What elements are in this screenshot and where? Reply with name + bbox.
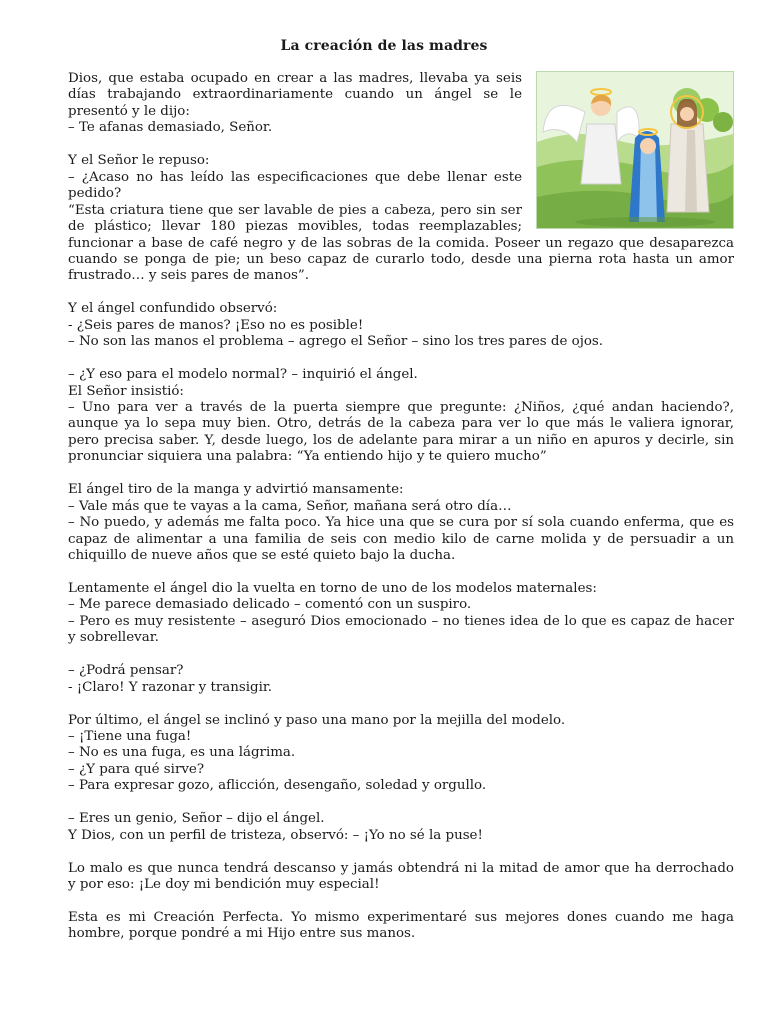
paragraph-line: “Esta criatura tiene que ser lavable de pies a cabeza, pero sin ser de plástico; llevar 180 piezas movibles, todas reemplazables; funcionar a base de café negro y de las sobras de la comida. Poseer un regazo que desaparezca cuando se ponga de pie; un beso capaz de curarlo todo, desde una pierna rota hasta un amor frustrado… y seis pares de manos”. [68, 202, 734, 284]
paragraph-line: – ¿Acaso no has leído las especificaciones que debe llenar este pedido? [68, 169, 522, 202]
paragraph-line: Y Dios, con un perfil de tristeza, observó: – ¡Yo no sé la puse! [68, 827, 483, 843]
document-title: La creación de las madres [280, 38, 488, 54]
paragraph-line: - ¿Seis pares de manos? ¡Eso no es posible! [68, 317, 364, 333]
paragraph-line: – ¿Y eso para el modelo normal? – inquirió el ángel. [68, 367, 418, 383]
paragraph-line: – Uno para ver a través de la puerta siempre que pregunte: ¿Niños, ¿qué andan haciendo?, aunque ya lo sepa muy bien. Otro, detrás de la cabeza para ver lo que más le valiera ignorar, pero precisa saber. Y, desde luego, los de adelante para mirar a un niño en apuros y decirle, sin pronunciar siquiera una palabra: “Ya entiendo hijo y te quiero mucho” [68, 400, 734, 465]
paragraph-line: – Eres un genio, Señor – dijo el ángel. [68, 811, 325, 827]
paragraph-line: – Me parece demasiado delicado – comentó con un suspiro. [68, 597, 472, 613]
paragraph-line: – ¿Y para qué sirve? [68, 761, 205, 777]
paragraph-line: – ¿Podrá pensar? [68, 663, 184, 679]
paragraph-line: – No puedo, y además me falta poco. Ya hice una que se cura por sí sola cuando enferma, que es capaz de alimentar a una familia de seis con medio kilo de carne molida y de persuadir a un chiquillo de nueve años que se esté quieto bajo la ducha. [68, 515, 734, 564]
paragraph-line: El Señor insistió: [68, 383, 184, 399]
paragraph-line: Dios, que estaba ocupado en crear a las madres, llevaba ya seis días trabajando extraordinariamente cuando un ángel se le presentó y le dijo: [68, 71, 522, 119]
paragraph-line: El ángel tiro de la manga y advirtió mansamente: [68, 482, 404, 498]
paragraph-line: Esta es mi Creación Perfecta. Yo mismo experimentaré sus mejores dones cuando me haga hombre, porque pondré a mi Hijo entre sus manos. [68, 909, 734, 942]
paragraph-line: – No son las manos el problema – agrego el Señor – sino los tres pares de ojos. [68, 334, 604, 350]
paragraph-line: – Vale más que te vayas a la cama, Señor, mañana será otro día… [68, 498, 512, 514]
paragraph-line: – No es una fuga, es una lágrima. [68, 745, 296, 761]
paragraph-line: Lentamente el ángel dio la vuelta en torno de uno de los modelos maternales: [68, 580, 597, 596]
paragraph-line: Lo malo es que nunca tendrá descanso y jamás obtendrá ni la mitad de amor que ha derrochado y por eso: ¡Le doy mi bendición muy especial! [68, 860, 734, 893]
paragraph-line: Por último, el ángel se inclinó y paso una mano por la mejilla del modelo. [68, 712, 566, 728]
paragraph-line: – Te afanas demasiado, Señor. [68, 120, 273, 136]
paragraph-line: – ¡Tiene una fuga! [68, 729, 192, 745]
paragraph-line: - ¡Claro! Y razonar y transigir. [68, 679, 273, 695]
document-body [68, 71, 734, 943]
paragraph-line: – Pero es muy resistente – aseguró Dios emocionado – no tienes idea de lo que es capaz de hacer y sobrellevar. [68, 613, 734, 646]
paragraph-line: Y el ángel confundido observó: [68, 301, 278, 317]
paragraph-line: Y el Señor le repuso: [68, 153, 210, 169]
paragraph-line: – Para expresar gozo, aflicción, desengaño, soledad y orgullo. [68, 778, 487, 794]
illustration-image [536, 71, 734, 229]
